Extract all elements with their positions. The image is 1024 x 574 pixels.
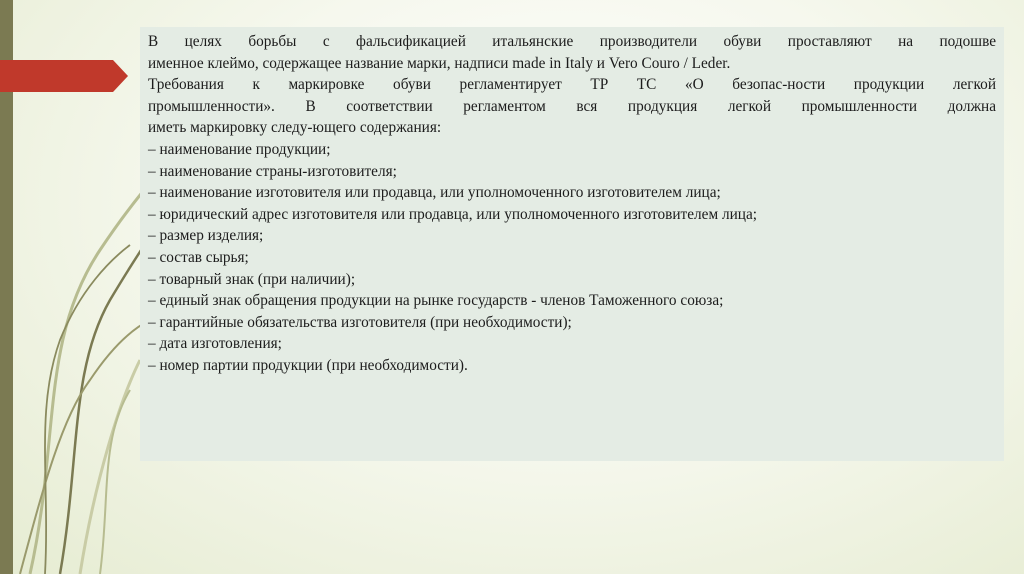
text-line: промышленности». В соответствии регламентом вся продукция легкой промышленности должна	[148, 97, 996, 115]
slide-text-box	[140, 27, 1004, 461]
list-item: – наименование изготовителя или продавца, или уполномоченного изготовителем лица;	[148, 184, 721, 202]
paragraph-requirements	[148, 74, 996, 139]
list-item: – товарный знак (при наличии);	[148, 270, 356, 288]
text-line: именное клеймо, содержащее название марки, надписи made in Italy и Vero Couro / Leder.	[148, 54, 731, 72]
list-item: – номер партии продукции (при необходимости).	[148, 356, 468, 374]
marking-list	[148, 139, 996, 377]
list-item: – наименование продукции;	[148, 140, 331, 158]
list-item: – дата изготовления;	[148, 335, 282, 353]
list-item: – гарантийные обязательства изготовителя (при необходимости);	[148, 313, 572, 331]
list-item: – единый знак обращения продукции на рынке государств - членов Таможенного союза;	[148, 292, 724, 310]
text-line: иметь маркировку следу-ющего содержания:	[148, 119, 442, 137]
list-item: – состав сырья;	[148, 248, 249, 266]
list-item: – наименование страны-изготовителя;	[148, 162, 397, 180]
list-item: – размер изделия;	[148, 227, 264, 245]
text-line: В целях борьбы с фальсификацией итальянские производители обуви проставляют на подошве	[148, 33, 996, 50]
paragraph-intro	[148, 31, 996, 74]
list-item: – юридический адрес изготовителя или продавца, или уполномоченного изготовителем лица;	[148, 205, 758, 223]
text-line: Требования к маркировке обуви регламентирует ТР ТС «О безопас-ности продукции легкой	[148, 76, 996, 94]
red-arrow-tab	[0, 60, 128, 92]
